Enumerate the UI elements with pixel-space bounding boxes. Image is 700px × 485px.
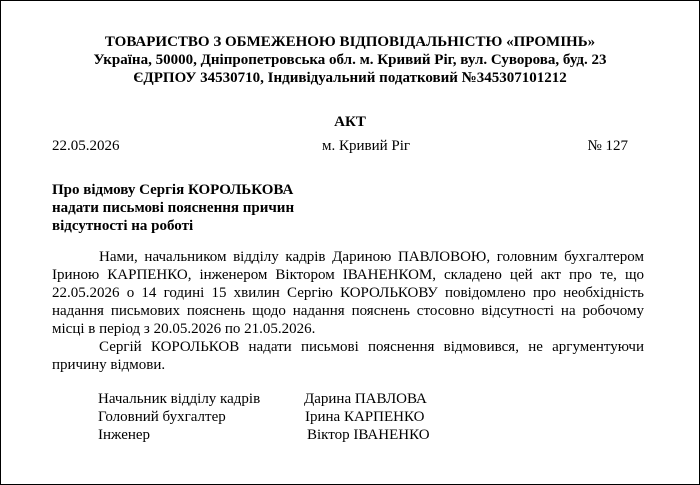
signatory-name: Дарина ПАВЛОВА bbox=[304, 391, 427, 407]
company-address: Україна, 50000, Дніпропетровська обл. м. Кривий Ріг, вул. Суворова, буд. 23 bbox=[93, 52, 607, 68]
signatory-role: Інженер bbox=[98, 427, 151, 443]
document-date: 22.05.2026 bbox=[52, 138, 120, 154]
document-body bbox=[52, 248, 644, 374]
signature-row bbox=[98, 426, 518, 444]
signatory-role: Головний бухгалтер bbox=[98, 409, 226, 425]
signature-row bbox=[98, 390, 518, 408]
subject-line: надати письмові пояснення причин bbox=[52, 200, 295, 216]
document-number: № 127 bbox=[587, 138, 628, 154]
signature-block bbox=[98, 390, 518, 444]
signatory-name: Віктор ІВАНЕНКО bbox=[307, 427, 430, 443]
body-paragraph: Нами, начальником відділу кадрів Дариною ПАВЛОВОЮ, головним бухгалтером Іриною КАРПЕНКО, інженером Віктором ІВАНЕНКОМ, складено цей акт про те, що 22.05.2026 о 14 годині 15 хвилин Сергію КОРОЛЬКОВУ повідомлено про необхідність надання письмових пояснень щодо надання пояснень стосовно відсутності на робочому місці в період з 20.05.2026 по 21.05.2026. bbox=[52, 249, 644, 337]
signature-row bbox=[98, 408, 518, 426]
subject-line: відсутності на роботі bbox=[52, 218, 194, 234]
document-city: м. Кривий Ріг bbox=[322, 138, 411, 154]
document-meta bbox=[52, 137, 628, 155]
company-codes: ЄДРПОУ 34530710, Індивідуальний податковий №345307101212 bbox=[133, 70, 567, 86]
document-title: АКТ bbox=[334, 114, 366, 130]
signatory-name: Ірина КАРПЕНКО bbox=[305, 409, 425, 425]
body-paragraph: Сергій КОРОЛЬКОВ надати письмові пояснення відмовився, не аргументуючи причину відмови. bbox=[52, 339, 644, 373]
signatory-role: Начальник відділу кадрів bbox=[98, 391, 261, 407]
company-name: ТОВАРИСТВО З ОБМЕЖЕНОЮ ВІДПОВІДАЛЬНІСТЮ «ПРОМІНЬ» bbox=[104, 34, 596, 50]
company-header bbox=[0, 33, 700, 87]
subject-line: Про відмову Сергія КОРОЛЬКОВА bbox=[52, 182, 294, 198]
document-subject bbox=[52, 181, 352, 235]
